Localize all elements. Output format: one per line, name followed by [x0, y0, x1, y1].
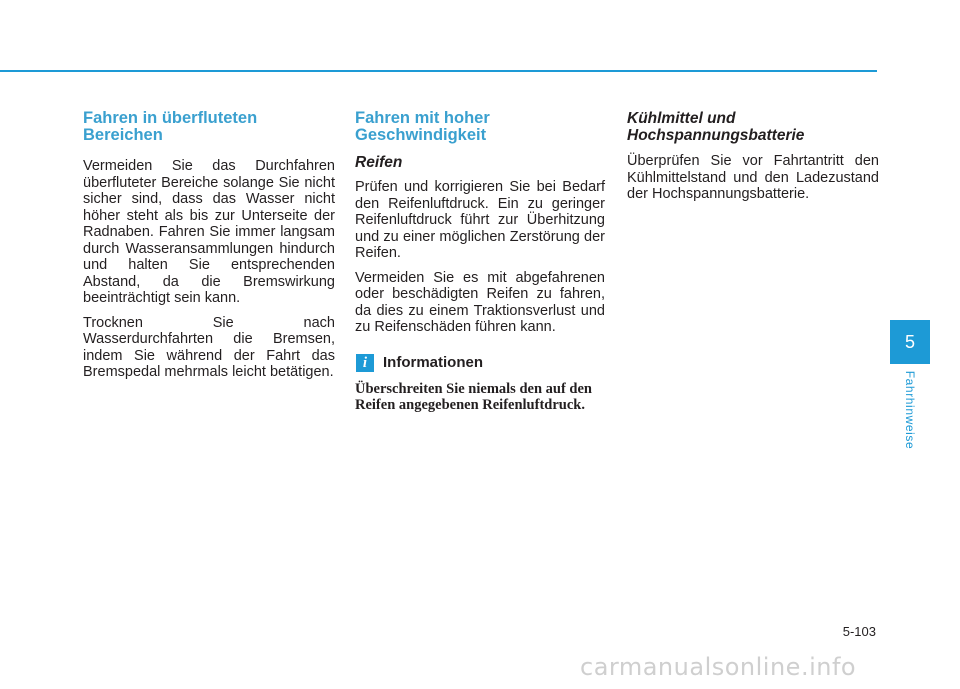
header-rule: [0, 70, 877, 72]
paragraph-flooded-2: Trocknen Sie nach Wasserdurchfahrten die Bremsen, indem Sie während der Fahrt das Bremspedal mehrmals leicht betätigen.: [83, 314, 335, 380]
info-header: [355, 354, 605, 372]
subheading-tires: Reifen: [355, 154, 403, 171]
page-number: 5-103: [842, 624, 876, 639]
column-high-speed: [355, 110, 605, 414]
section-heading-high-speed: Fahren mit hoher Geschwindigkeit: [355, 109, 490, 144]
chapter-tab: 5: [890, 320, 930, 364]
column-flooded-areas: [83, 110, 335, 389]
info-title: Informationen: [383, 354, 483, 371]
info-text: Überschreiten Sie niemals den auf den Reifen angegebenen Reifenluftdruck.: [355, 380, 592, 413]
watermark: carmanualsonline.info: [580, 653, 857, 681]
info-box: [355, 354, 605, 414]
chapter-title: Fahrhinweise: [903, 370, 917, 450]
paragraph-flooded-1: Vermeiden Sie das Durchfahren überfluteter Bereiche solange Sie nicht sicher sind, dass das Wasser nicht höher steht als bis zur Unterseite der Radnaben. Fahren Sie immer langsam durch Wasseransammlungen hindurch und halten Sie entsprechenden Abstand, da die Bremswirkung beeinträchtigt sein kann.: [83, 158, 335, 306]
section-heading-flooded-areas: Fahren in überfluteten Bereichen: [83, 109, 258, 144]
subheading-coolant-battery: Kühlmittel und Hochspannungsbatterie: [627, 110, 805, 144]
info-icon: i: [356, 354, 374, 372]
column-coolant-battery: [627, 110, 879, 211]
paragraph-tires-2: Vermeiden Sie es mit abgefahrenen oder beschädigten Reifen zu fahren, da dies zu einem Traktionsverlust und zu Reifenschäden führen kann.: [355, 269, 605, 335]
paragraph-coolant-battery: Überprüfen Sie vor Fahrtantritt den Kühlmittelstand und den Ladezustand der Hochspannungsbatterie.: [627, 153, 879, 202]
paragraph-tires-1: Prüfen und korrigieren Sie bei Bedarf den Reifenluftdruck. Ein zu geringer Reifenluftdruck führt zur Überhitzung und zu einer möglichen Zerstörung der Reifen.: [355, 179, 605, 261]
